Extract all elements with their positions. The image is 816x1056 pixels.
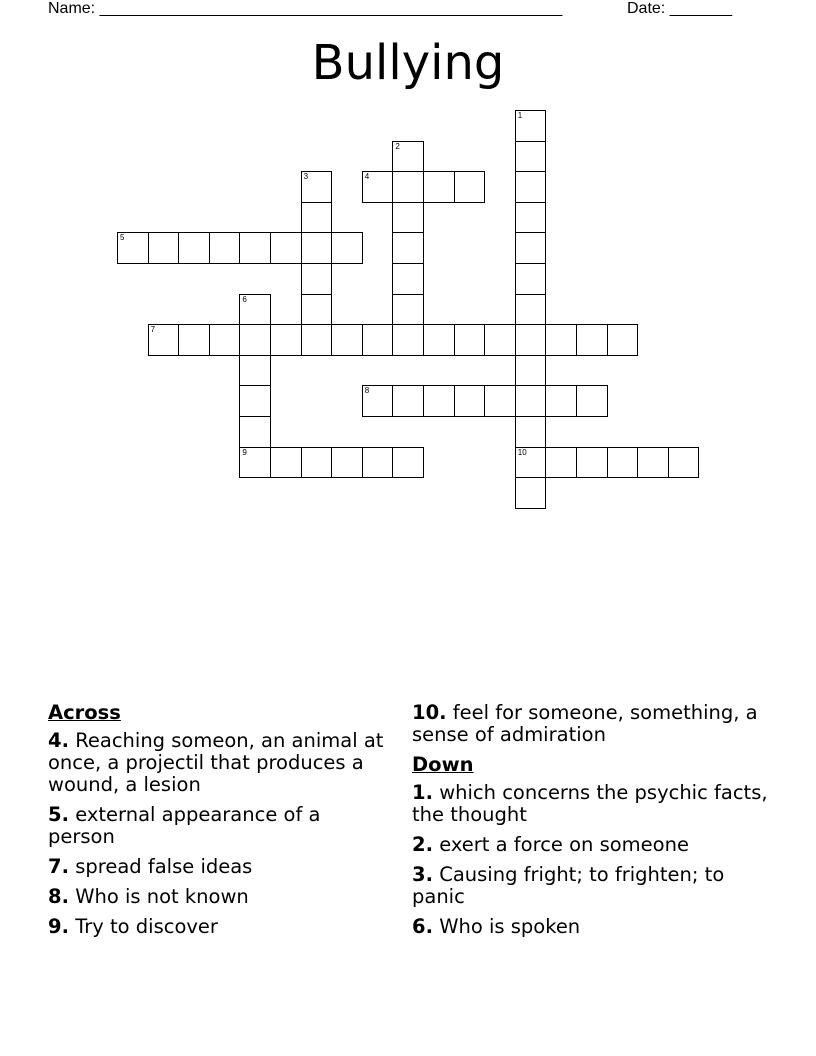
grid-cell[interactable]	[301, 263, 333, 295]
grid-cell[interactable]	[515, 324, 547, 356]
grid-cell[interactable]	[392, 141, 424, 173]
grid-cell[interactable]	[392, 294, 424, 326]
clue-text: exert a force on someone	[439, 833, 689, 856]
grid-cell[interactable]	[392, 263, 424, 295]
grid-cell[interactable]	[515, 232, 547, 264]
grid-cell[interactable]	[637, 447, 669, 479]
grid-cell[interactable]	[270, 447, 302, 479]
clue-text: Who is spoken	[439, 915, 581, 938]
grid-cell[interactable]	[576, 324, 608, 356]
grid-cell[interactable]	[301, 447, 333, 479]
clue-text: external appearance of a person	[48, 803, 321, 848]
cell-number: 9	[242, 447, 247, 457]
clue-across-4: 4. Reaching someon, an animal at once, a projectil that produces a wound, a lesion	[48, 729, 384, 796]
clue-across-7: 7. spread false ideas	[48, 855, 253, 878]
grid-cell[interactable]	[239, 416, 271, 448]
clue-down-6: 6. Who is spoken	[412, 915, 581, 938]
grid-cell[interactable]	[301, 232, 333, 264]
grid-cell[interactable]	[301, 171, 333, 203]
clue-number: 6	[412, 915, 426, 938]
down-heading: Down	[412, 753, 474, 776]
grid-cell[interactable]	[362, 385, 394, 417]
clue-down-1: 1. which concerns the psychic facts, the thought	[412, 781, 768, 826]
grid-cell[interactable]	[515, 141, 547, 173]
clue-number: 1	[412, 781, 426, 804]
grid-cell[interactable]	[576, 447, 608, 479]
grid-cell[interactable]	[239, 355, 271, 387]
grid-cell[interactable]	[484, 324, 516, 356]
grid-cell[interactable]	[545, 385, 577, 417]
page-title: Bullying	[311, 35, 505, 91]
grid-cell[interactable]	[331, 232, 363, 264]
name-field[interactable]: Name: ____________________________________________________	[48, 0, 563, 17]
grid-cell[interactable]	[239, 385, 271, 417]
grid-cell[interactable]	[392, 202, 424, 234]
grid-cell[interactable]	[117, 232, 149, 264]
grid-cell[interactable]	[423, 385, 455, 417]
clue-text: Who is not known	[75, 885, 249, 908]
grid-cell[interactable]	[392, 324, 424, 356]
grid-cell[interactable]	[270, 324, 302, 356]
grid-cell[interactable]	[301, 324, 333, 356]
clue-number: 5	[48, 803, 62, 826]
cell-number: 3	[303, 172, 309, 182]
grid-cell[interactable]	[454, 385, 486, 417]
grid-cell[interactable]	[454, 171, 486, 203]
clue-text: which concerns the psychic facts, the thought	[412, 781, 768, 826]
clue-across-5: 5. external appearance of a person	[48, 803, 321, 848]
grid-cell[interactable]	[178, 232, 210, 264]
grid-cell[interactable]	[270, 232, 302, 264]
cell-number: 8	[364, 386, 370, 396]
grid-cell[interactable]	[515, 263, 547, 295]
grid-cell[interactable]	[148, 232, 180, 264]
grid-cell[interactable]	[239, 447, 271, 479]
across-heading: Across	[48, 701, 121, 724]
clue-text: Try to discover	[75, 915, 218, 938]
grid-cell[interactable]	[239, 232, 271, 264]
grid-cell[interactable]	[515, 385, 547, 417]
clue-number: 4	[48, 729, 62, 752]
grid-cell[interactable]	[392, 447, 424, 479]
cell-number: 2	[395, 141, 400, 151]
grid-cell[interactable]	[484, 385, 516, 417]
cell-number: 5	[120, 233, 125, 243]
grid-cell[interactable]	[607, 324, 639, 356]
clue-number: 2	[412, 833, 426, 856]
grid-cell[interactable]	[423, 171, 455, 203]
cell-number: 10	[517, 447, 527, 457]
grid-cell[interactable]	[515, 110, 547, 142]
cell-number: 1	[517, 111, 523, 120]
grid-cell[interactable]	[515, 171, 547, 203]
grid-cell[interactable]	[362, 447, 394, 479]
cell-number: 7	[150, 325, 156, 335]
grid-cell[interactable]	[515, 447, 547, 479]
clue-number: 9	[48, 915, 62, 938]
grid-cell[interactable]	[545, 447, 577, 479]
clue-across-9: 9. Try to discover	[48, 915, 218, 938]
grid-cell[interactable]	[209, 232, 241, 264]
clues-left-column	[48, 702, 388, 946]
clue-number: 7	[48, 855, 62, 878]
grid-cell[interactable]	[239, 324, 271, 356]
grid-cell[interactable]	[209, 324, 241, 356]
clue-number: 3	[412, 863, 426, 886]
grid-cell[interactable]	[668, 447, 700, 479]
cell-number: 6	[242, 294, 247, 304]
grid-cell[interactable]	[515, 294, 547, 326]
clue-across-10: 10. feel for someone, something, a sense of admiration	[412, 701, 758, 746]
clue-down-2: 2. exert a force on someone	[412, 833, 689, 856]
clue-text: Causing fright; to frighten; to panic	[412, 863, 725, 908]
grid-cell[interactable]	[362, 324, 394, 356]
clue-across-8: 8. Who is not known	[48, 885, 249, 908]
grid-cell[interactable]	[545, 324, 577, 356]
grid-cell[interactable]	[392, 232, 424, 264]
clue-number: 8	[48, 885, 62, 908]
grid-cell[interactable]	[607, 447, 639, 479]
grid-cell[interactable]	[454, 324, 486, 356]
grid-cell[interactable]	[239, 294, 271, 326]
grid-cell[interactable]	[331, 447, 363, 479]
clues-right-column	[412, 702, 782, 946]
clue-down-3: 3. Causing fright; to frighten; to panic	[412, 863, 725, 908]
cell-number: 4	[364, 172, 370, 182]
grid-cell[interactable]	[423, 324, 455, 356]
grid-cell[interactable]	[515, 477, 547, 509]
grid-cell[interactable]	[515, 202, 547, 234]
date-field[interactable]: Date: _______	[627, 0, 732, 17]
grid-cell[interactable]	[392, 385, 424, 417]
clue-number: 10	[412, 701, 440, 724]
grid-cell[interactable]	[178, 324, 210, 356]
clue-text: feel for someone, something, a sense of admiration	[412, 701, 758, 746]
grid-cell[interactable]	[331, 324, 363, 356]
grid-cell[interactable]	[392, 171, 424, 203]
grid-cell[interactable]	[148, 324, 180, 356]
grid-cell[interactable]	[576, 385, 608, 417]
grid-cell[interactable]	[301, 202, 333, 234]
clue-text: spread false ideas	[75, 855, 253, 878]
clue-text: Reaching someon, an animal at once, a projectil that produces a wound, a lesion	[48, 729, 384, 796]
grid-cell[interactable]	[515, 355, 547, 387]
grid-cell[interactable]	[515, 416, 547, 448]
grid-cell[interactable]	[362, 171, 394, 203]
grid-cell[interactable]	[301, 294, 333, 326]
